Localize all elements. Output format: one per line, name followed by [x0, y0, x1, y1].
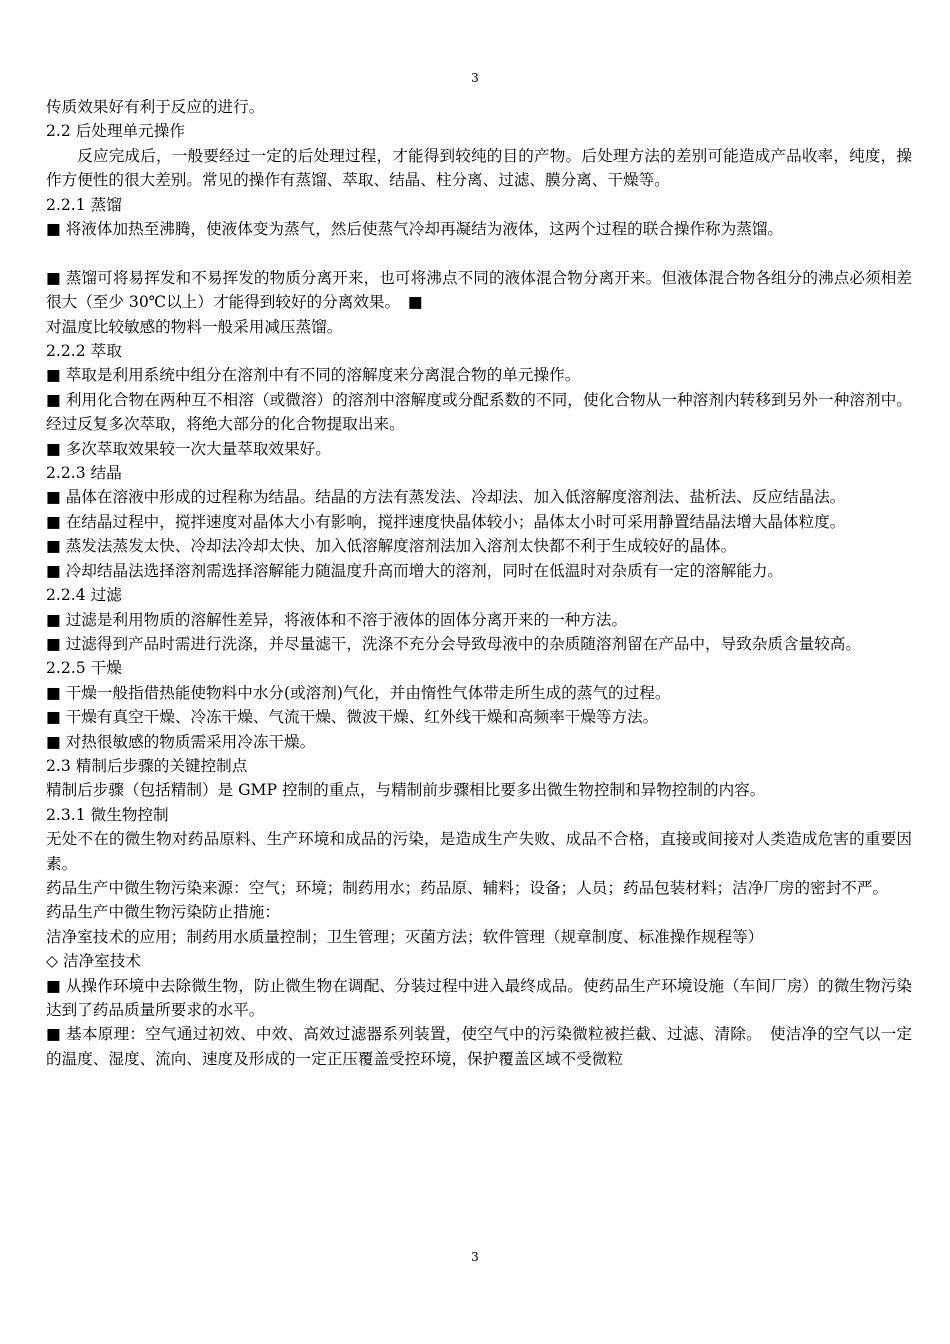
- section-heading: 2.2.4 过滤: [46, 586, 122, 605]
- page-number-top: 3: [471, 71, 479, 85]
- section-heading: 2.3.1 微生物控制: [46, 805, 169, 824]
- bullet-paragraph: ■ 对热很敏感的物质需采用冷冻干燥。: [46, 732, 316, 751]
- bullet-paragraph: ■ 蒸馏可将易挥发和不易挥发的物质分离开来，也可将沸点不同的液体混合物分离开来。但液体混合物各组分的沸点必须相差很大（至少 30℃以上）才能得到较好的分离效果。 ■: [46, 268, 912, 312]
- bullet-paragraph: ■ 从操作环境中去除微生物，防止微生物在调配、分装过程中进入最终成品。使药品生产环境设施（车间厂房）的微生物污染达到了药品质量所要求的水平。: [46, 976, 912, 1020]
- page-number-bottom: 3: [471, 1250, 479, 1264]
- paragraph: 药品生产中微生物污染来源：空气；环境；制药用水；药品原、辅料；设备；人员；药品包装材料；洁净厂房的密封不严。: [46, 878, 889, 897]
- bullet-paragraph: ■ 冷却结晶法选择溶剂需选择溶解能力随温度升高而增大的溶剂，同时在低温时对杂质有一定的溶解能力。: [46, 561, 784, 580]
- paragraph: 精制后步骤（包括精制）是 GMP 控制的重点，与精制前步骤相比要多出微生物控制和异物控制的内容。: [46, 781, 766, 800]
- section-heading: 2.2.2 萃取: [46, 342, 122, 361]
- bullet-paragraph: ■ 干燥一般指借热能使物料中水分(或溶剂)气化，并由惰性气体带走所生成的蒸气的过程。: [46, 683, 671, 702]
- paragraph: 传质效果好有利于反应的进行。: [46, 98, 265, 116]
- bullet-paragraph: ■ 多次萃取效果较一次大量萃取效果好。: [46, 439, 331, 458]
- bullet-paragraph: ■ 将液体加热至沸腾，使液体变为蒸气，然后使蒸气冷却再凝结为液体，这两个过程的联合操作称为蒸馏。: [46, 220, 784, 239]
- bullet-paragraph: ■ 干燥有真空干燥、冷冻干燥、气流干燥、微波干燥、红外线干燥和高频率干燥等方法。: [46, 708, 659, 727]
- subsection-heading: ◇ 洁净室技术: [46, 952, 141, 971]
- section-heading: 2.2.5 干燥: [46, 659, 122, 678]
- paragraph: 药品生产中微生物污染防止措施：: [46, 903, 280, 922]
- bullet-paragraph: ■ 基本原理：空气通过初效、中效、高效过滤器系列装置，使空气中的污染微粒被拦截、过滤、清除。 使洁净的空气以一定的温度、湿度、流向、速度及形成的一定正压覆盖受控环境，保护覆盖区域不受微粒: [46, 1025, 912, 1068]
- bullet-paragraph: ■ 蒸发法蒸发太快、冷却法冷却太快、加入低溶解度溶剂法加入溶剂太快都不利于生成较好的晶体。: [46, 537, 737, 556]
- bullet-paragraph: ■ 利用化合物在两种互不相溶（或微溶）的溶剂中溶解度或分配系数的不同，使化合物从一种溶剂内转移到另外一种溶剂中。经过反复多次萃取，将绝大部分的化合物提取出来。: [46, 390, 912, 434]
- document-body: [46, 95, 912, 1071]
- bullet-paragraph: ■ 晶体在溶液中形成的过程称为结晶。结晶的方法有蒸发法、冷却法、加入低溶解度溶剂法、盐析法、反应结晶法。: [46, 488, 846, 507]
- paragraph: 无处不在的微生物对药品原料、生产环境和成品的污染，是造成生产失败、成品不合格，直接或间接对人类造成危害的重要因素。: [46, 830, 912, 873]
- section-heading: 2.2 后处理单元操作: [46, 122, 185, 141]
- paragraph: 对温度比较敏感的物料一般采用减压蒸馏。: [46, 317, 343, 336]
- blank-line: [46, 241, 912, 265]
- section-heading: 2.2.1 蒸馏: [46, 195, 122, 214]
- paragraph: 反应完成后，一般要经过一定的后处理过程，才能得到较纯的目的产物。后处理方法的差别可能造成产品收率，纯度，操作方便性的很大差别。常见的操作有蒸馏、萃取、结晶、柱分离、过滤、膜分离、干燥等。: [46, 146, 912, 190]
- bullet-paragraph: ■ 在结晶过程中，搅拌速度对晶体大小有影响，搅拌速度快晶体较小；晶体太小时可采用静置结晶法增大晶体粒度。: [46, 512, 846, 531]
- bullet-paragraph: ■ 过滤得到产品时需进行洗涤，并尽量滤干，洗涤不充分会导致母液中的杂质随溶剂留在产品中，导致杂质含量较高。: [46, 634, 861, 653]
- section-heading: 2.2.3 结晶: [46, 464, 122, 483]
- section-heading: 2.3 精制后步骤的关键控制点: [46, 756, 248, 775]
- bullet-paragraph: ■ 过滤是利用物质的溶解性差异，将液体和不溶于液体的固体分离开来的一种方法。: [46, 610, 628, 629]
- paragraph: 洁净室技术的应用；制药用水质量控制；卫生管理；灭菌方法；软件管理（规章制度、标准操作规程等）: [46, 927, 764, 946]
- bullet-paragraph: ■ 萃取是利用系统中组分在溶剂中有不同的溶解度来分离混合物的单元操作。: [46, 366, 581, 385]
